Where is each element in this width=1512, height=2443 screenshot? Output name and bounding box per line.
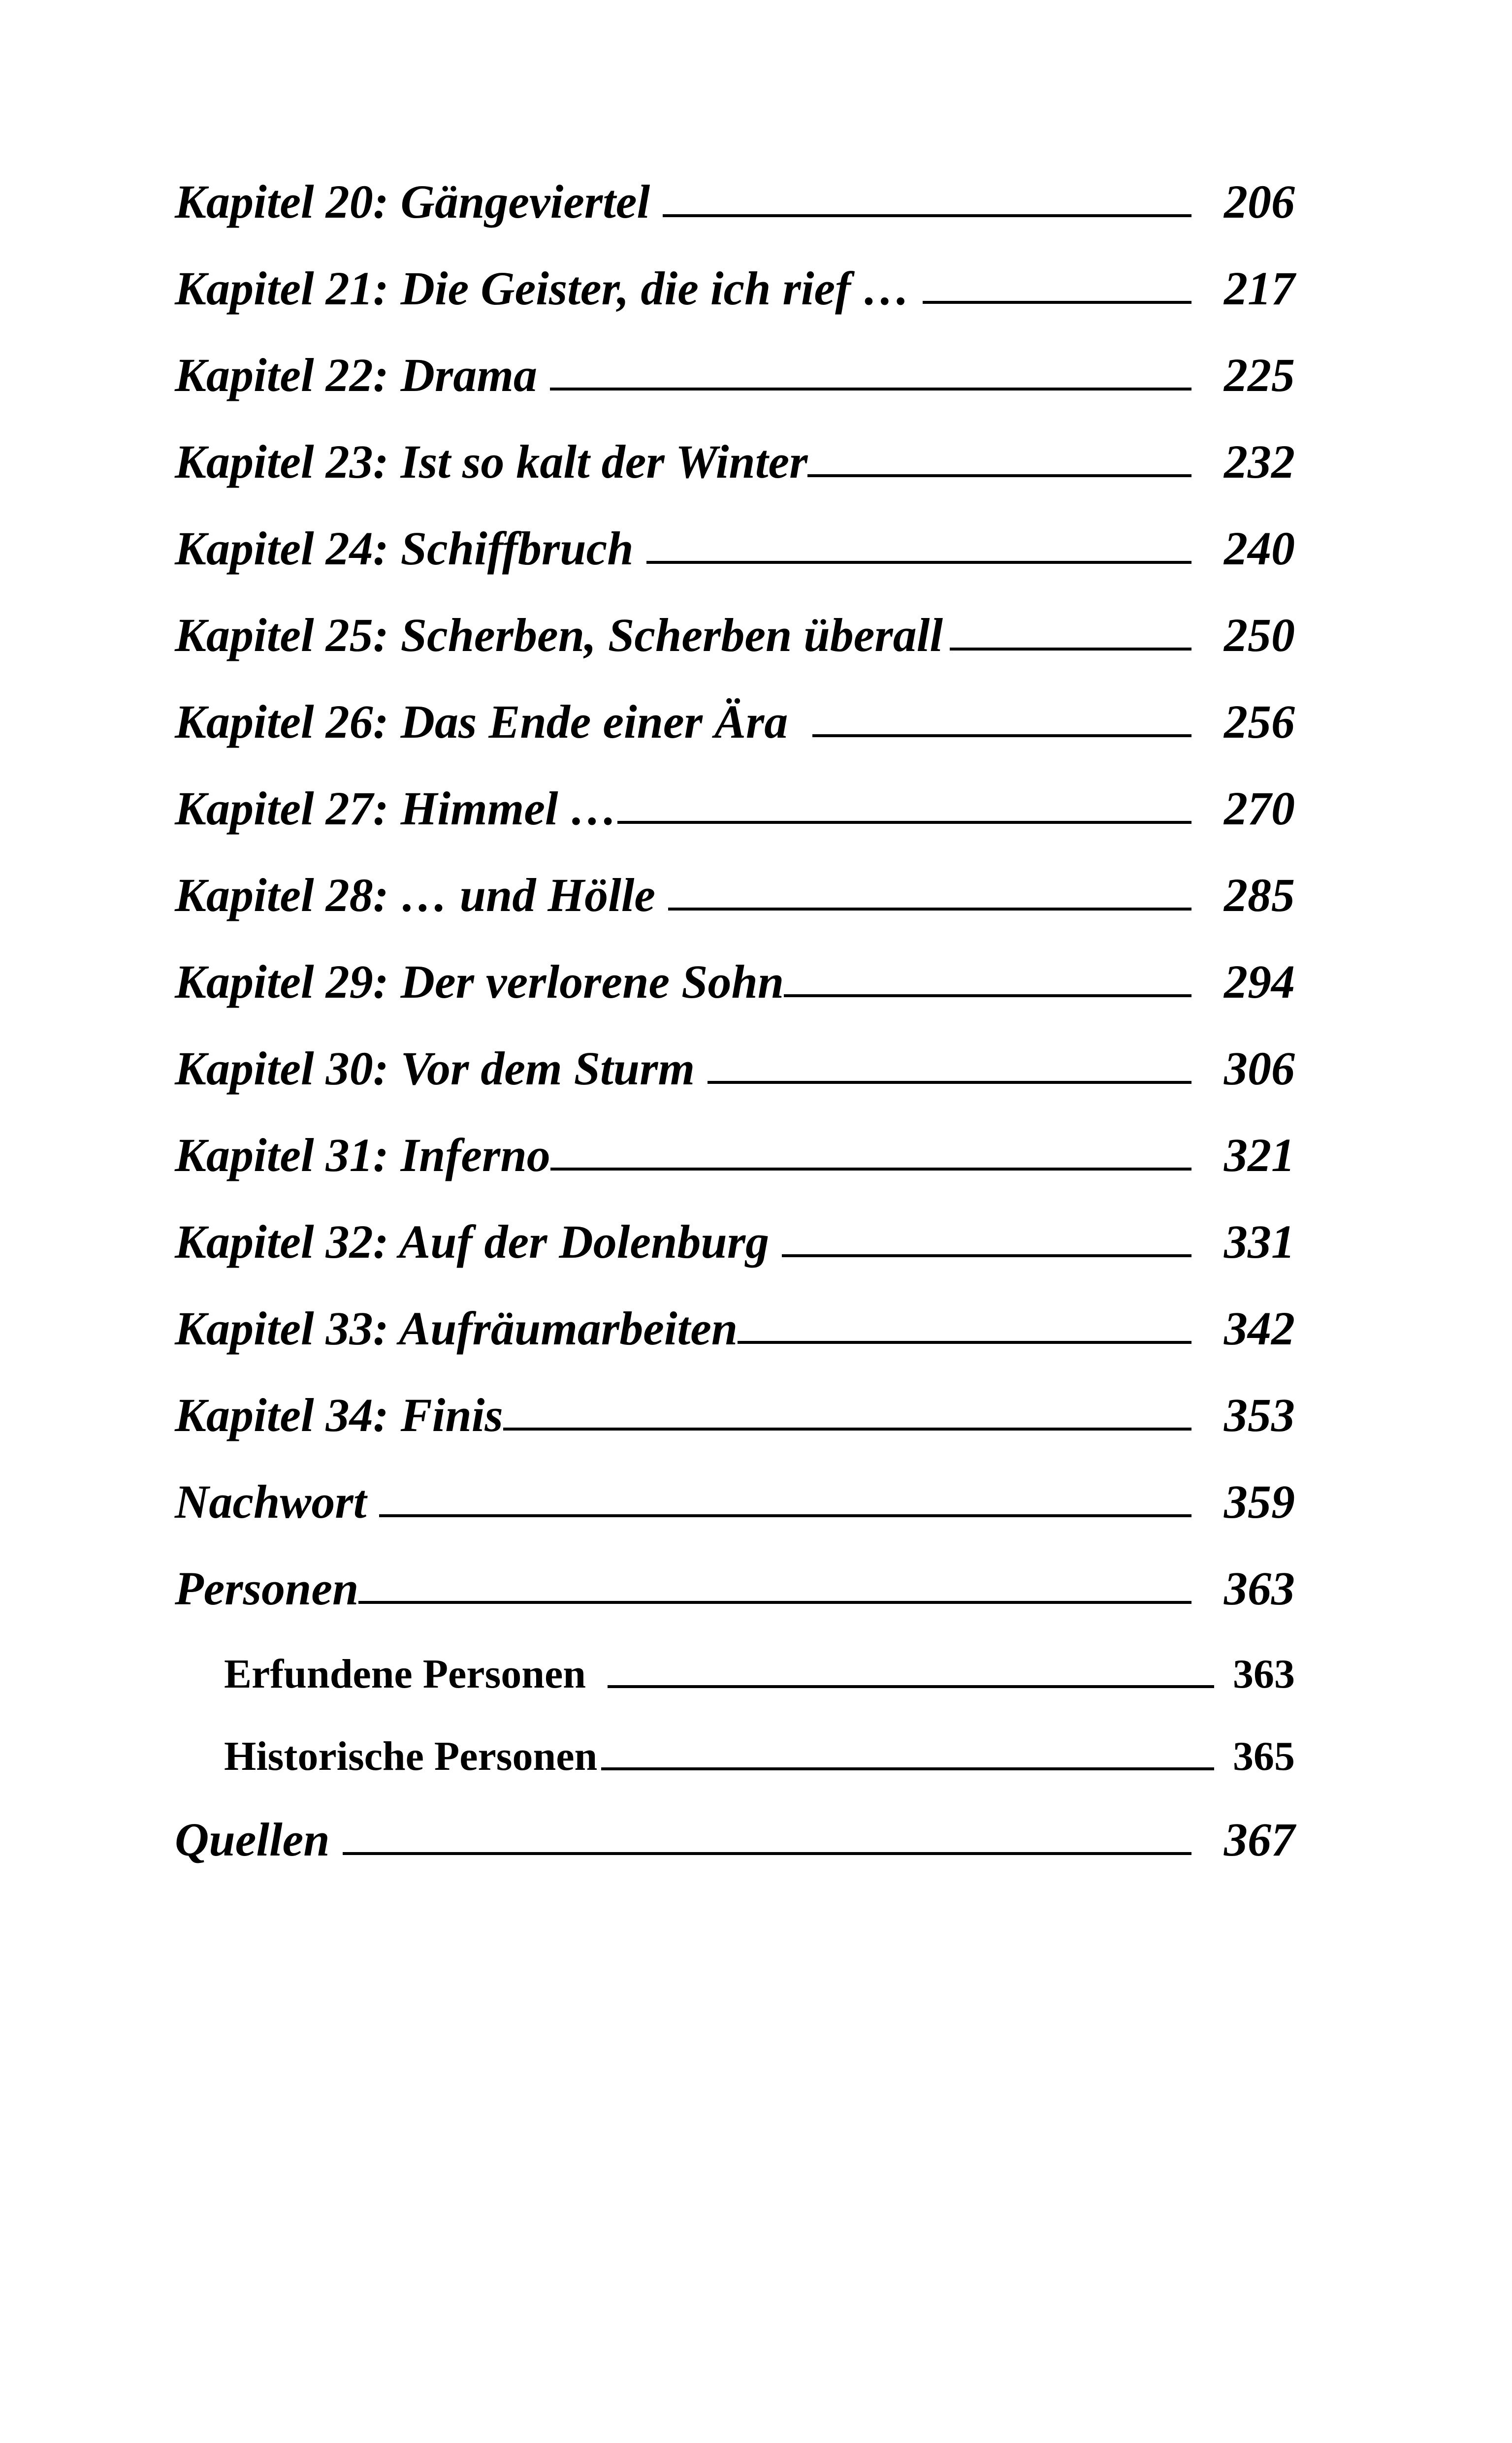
- toc-entry-erfundene-personen[interactable]: [175, 1616, 1295, 1698]
- toc-entry-page: 206: [1224, 175, 1295, 228]
- toc-entry-title: Kapitel 30: Vor dem Sturm: [175, 1042, 695, 1095]
- toc-entry-title: Kapitel 29: Der verlorene Sohn: [175, 955, 784, 1008]
- leader-line: [646, 561, 1191, 564]
- leader-line: [550, 1168, 1191, 1171]
- toc-entry-page: 240: [1224, 522, 1295, 575]
- toc-entry-title: Kapitel 27: Himmel …: [175, 782, 617, 835]
- toc-entry-kapitel-26[interactable]: [175, 662, 1295, 749]
- toc-entry-title: Kapitel 23: Ist so kalt der Winter: [175, 435, 808, 488]
- leader-line: [812, 734, 1191, 737]
- toc-entry-page: 225: [1224, 349, 1295, 401]
- toc-entry-title: Kapitel 26: Das Ende einer Ära: [175, 695, 788, 748]
- toc-entry-quellen[interactable]: [175, 1780, 1295, 1867]
- toc-entry-title: Kapitel 21: Die Geister, die ich rief …: [175, 262, 910, 315]
- toc-entry-page: 285: [1224, 869, 1295, 921]
- leader-line: [784, 994, 1191, 997]
- toc-entry-title: Kapitel 22: Drama: [175, 349, 537, 401]
- toc-entry-title: Kapitel 34: Finis: [175, 1389, 503, 1441]
- toc-entry-nachwort[interactable]: [175, 1442, 1295, 1529]
- toc-entry-page: 359: [1224, 1475, 1295, 1528]
- toc-entry-kapitel-30[interactable]: [175, 1009, 1295, 1096]
- toc-entry-page: 294: [1224, 955, 1295, 1008]
- toc-entry-kapitel-20[interactable]: [175, 175, 1295, 229]
- toc-entry-page: 270: [1224, 782, 1295, 835]
- leader-line: [617, 821, 1191, 824]
- toc-entry-title: Quellen: [175, 1813, 330, 1866]
- toc-entry-title: Kapitel 20: Gängeviertel: [175, 175, 650, 228]
- toc-entry-page: 256: [1224, 695, 1295, 748]
- toc-entry-page: 363: [1224, 1562, 1295, 1615]
- toc-entry-page: 217: [1224, 262, 1295, 315]
- table-of-contents: [175, 175, 1295, 1867]
- toc-entry-title: Erfundene Personen: [224, 1651, 586, 1697]
- leader-line: [668, 908, 1191, 911]
- toc-entry-title: Kapitel 33: Aufräumarbeiten: [175, 1302, 738, 1355]
- leader-line: [379, 1514, 1191, 1517]
- leader-line: [950, 648, 1191, 651]
- toc-entry-kapitel-32[interactable]: [175, 1182, 1295, 1269]
- leader-line: [343, 1852, 1191, 1855]
- toc-entry-title: Personen: [175, 1562, 359, 1615]
- toc-entry-title: Kapitel 28: … und Hölle: [175, 869, 656, 921]
- leader-line: [608, 1685, 1214, 1688]
- toc-entry-page: 342: [1224, 1302, 1295, 1355]
- toc-entry-kapitel-31[interactable]: [175, 1096, 1295, 1182]
- toc-entry-kapitel-33[interactable]: [175, 1269, 1295, 1356]
- toc-entry-historische-personen[interactable]: [175, 1698, 1295, 1780]
- toc-entry-kapitel-24[interactable]: [175, 489, 1295, 576]
- toc-entry-title: Kapitel 32: Auf der Dolenburg: [175, 1215, 770, 1268]
- leader-line: [663, 214, 1191, 217]
- toc-entry-page: 331: [1224, 1215, 1295, 1268]
- leader-line: [601, 1767, 1214, 1770]
- toc-entry-title: Historische Personen: [224, 1733, 598, 1779]
- leader-line: [807, 474, 1191, 477]
- toc-entry-kapitel-21[interactable]: [175, 229, 1295, 316]
- toc-entry-kapitel-25[interactable]: [175, 576, 1295, 662]
- toc-entry-kapitel-27[interactable]: [175, 749, 1295, 836]
- toc-entry-kapitel-22[interactable]: [175, 316, 1295, 402]
- leader-line: [738, 1341, 1191, 1344]
- toc-entry-page: 353: [1224, 1389, 1295, 1441]
- leader-line: [550, 388, 1191, 391]
- leader-line: [923, 301, 1191, 304]
- toc-entry-kapitel-23[interactable]: [175, 402, 1295, 489]
- leader-line: [708, 1081, 1191, 1084]
- toc-entry-page: 321: [1224, 1129, 1295, 1181]
- toc-entry-page: 367: [1224, 1813, 1295, 1866]
- toc-entry-kapitel-29[interactable]: [175, 922, 1295, 1009]
- toc-entry-page: 365: [1233, 1733, 1295, 1779]
- toc-entry-page: 232: [1224, 435, 1295, 488]
- toc-entry-page: 306: [1224, 1042, 1295, 1095]
- toc-entry-title: Nachwort: [175, 1475, 367, 1528]
- toc-entry-title: Kapitel 25: Scherben, Scherben überall: [175, 609, 943, 661]
- leader-line: [782, 1254, 1191, 1257]
- toc-entry-personen[interactable]: [175, 1529, 1295, 1616]
- toc-entry-title: Kapitel 31: Inferno: [175, 1129, 550, 1181]
- toc-entry-title: Kapitel 24: Schiffbruch: [175, 522, 634, 575]
- toc-entry-kapitel-34[interactable]: [175, 1356, 1295, 1442]
- leader-line: [503, 1428, 1191, 1431]
- toc-entry-kapitel-28[interactable]: [175, 836, 1295, 922]
- toc-entry-page: 363: [1233, 1651, 1295, 1697]
- toc-entry-page: 250: [1224, 609, 1295, 661]
- leader-line: [358, 1601, 1191, 1604]
